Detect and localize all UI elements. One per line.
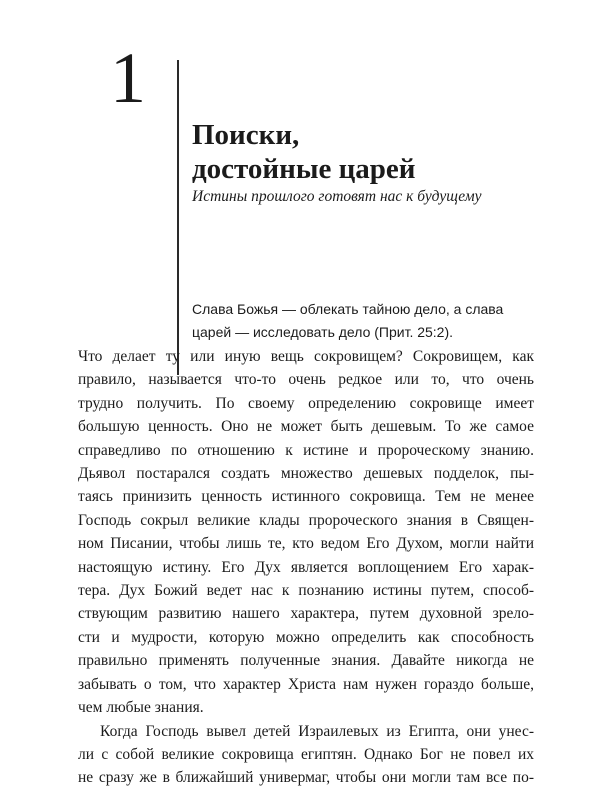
chapter-title-line: Поиски, (192, 119, 300, 151)
chapter-number: 1 (110, 38, 146, 118)
body-line: Когда Господь вывел детей Израилевых из Египта, они унес- (100, 722, 534, 740)
body-line: чем любые знания. (78, 699, 204, 717)
chapter-title-line: достойные царей (192, 153, 416, 185)
body-line: ствующим развитию нашего характера, путем духовной зрело- (78, 605, 534, 623)
body-line: правильно применять полученные знания. Давайте никогда не (78, 652, 534, 670)
epigraph-line: царей — исследовать дело (Прит. 25:2). (192, 324, 454, 340)
body-line: ли с собой великие сокровища египтян. Однако Бог не повел их (78, 745, 534, 763)
body-line: Что делает ту или иную вещь сокровищем? Сокровищем, как (78, 348, 534, 365)
body-line: тера. Дух Божий ведет нас к познанию истины путем, способ- (78, 582, 534, 600)
epigraph-line: Слава Божья — облекать тайною дело, а слава (192, 301, 504, 317)
body-line: Господь сокрыл великие клады пророческого знания в Священ- (78, 511, 534, 529)
chapter-title (192, 118, 416, 186)
chapter-subtitle: Истины прошлого готовят нас к будущему (192, 188, 482, 205)
body-line: таясь принизить ценность истинного сокровища. Тем не менее (78, 488, 534, 506)
body-line: ном Писании, чтобы лишь те, кто ведом Его Духом, могли найти (78, 535, 534, 553)
body-line: справедливо по отношению к истине и пророческому знанию. (78, 441, 534, 459)
body-line: трудно получить. По своему определению сокровище имеет (78, 394, 534, 412)
body-line: сти и мудрости, которую можно определить как способность (78, 628, 534, 646)
body-line: не сразу же в ближайший универмаг, чтобы они могли там все по- (78, 769, 534, 787)
body-line: большую ценность. Оно не может быть дешевым. То же самое (78, 418, 534, 436)
body-text (78, 345, 534, 790)
chapter-divider-line (177, 60, 179, 375)
body-line: Дьявол постарался создать множество дешевых подделок, пы- (78, 465, 534, 483)
body-line: настоящую истину. Его Дух является воплощением Его харак- (78, 558, 534, 576)
body-line: правило, называется что-то очень редкое или то, что очень (78, 371, 534, 389)
epigraph (192, 298, 503, 344)
body-line: забывать о том, что характер Христа нам нужен гораздо больше, (78, 675, 534, 693)
